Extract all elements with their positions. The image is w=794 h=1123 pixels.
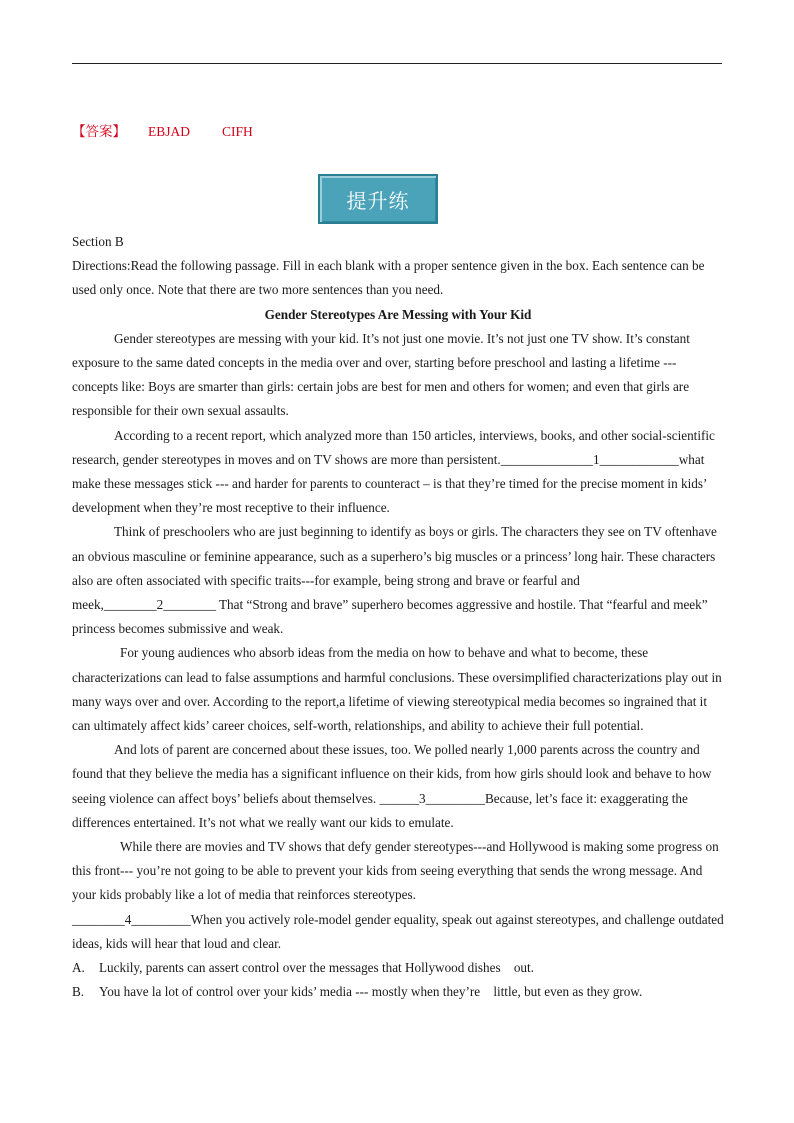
answer-group-2: CIFH bbox=[222, 124, 253, 139]
paragraph-1: Gender stereotypes are messing with your kid. It’s not just one movie. It’s not just one TV show. It’s constant exposure to the same dated concepts in the media over and over, starting before preschool and lasting a lifetime --- concepts like: Boys are smarter than girls: certain jobs are best for men and others for women; and even that girls are responsible for their own sexual assaults. bbox=[72, 330, 690, 419]
option-a-letter: A. bbox=[72, 960, 85, 976]
practice-banner: 提升练 bbox=[318, 174, 438, 224]
answer-tag: 【答案】 bbox=[72, 124, 126, 139]
paragraph-4: For young audiences who absorb ideas from the media on how to behave and what to become, these characterizations can lead to false assumptions and harmful conclusions. These oversimplified characterizations play out in many ways over and over. According to the report,a lifetime of viewing stereotypical media becomes so ingrained that it can ultimately affect kids’ career choices, self-worth, relationships, and ability to achieve their full potential. bbox=[72, 645, 722, 734]
paragraph-3: Think of preschoolers who are just beginning to identify as boys or girls. The characters they see on TV oftenhave an obvious masculine or feminine appearance, such as a superhero’s big muscles or a princess’ long hair. These characters also are often associated with specific traits---for example, being strong and brave or fearful and meek,________2________ That “Strong and brave” superhero becomes aggressive and hostile. That “fearful and meek” princess becomes submissive and weak. bbox=[72, 524, 717, 637]
option-b bbox=[72, 980, 724, 1004]
directions: Directions:Read the following passage. Fill in each blank with a proper sentence given in the box. Each sentence can be used only once. Note that there are two more sentences than you need. bbox=[72, 258, 705, 298]
header-rule bbox=[72, 63, 722, 64]
option-b-text: You have la lot of control over your kids’ media --- mostly when they’re little, but even as they grow. bbox=[99, 984, 643, 1000]
option-a-text: Luckily, parents can assert control over the messages that Hollywood dishes out. bbox=[99, 960, 534, 976]
passage-content bbox=[72, 230, 724, 1005]
passage-title: Gender Stereotypes Are Messing with Your Kid bbox=[264, 306, 532, 322]
option-b-letter: B. bbox=[72, 984, 85, 1000]
answer-group-1: EBJAD bbox=[148, 124, 191, 139]
paragraph-5: And lots of parent are concerned about these issues, too. We polled nearly 1,000 parents across the country and found that they believe the media has a significant influence on their kids, from how girls should look and behave to how seeing violence can affect boys’ beliefs about themselves. ______3_________Because, let’s face it: exaggerating the differences entertained. It’s not what we really want our kids to emulate. bbox=[72, 742, 712, 830]
paragraph-7: ________4_________When you actively role-model gender equality, speak out against stereotypes, and challenge outdated ideas, kids will hear that loud and clear. bbox=[72, 911, 724, 951]
section-heading: Section B bbox=[72, 234, 124, 249]
answer-line bbox=[72, 120, 253, 140]
option-a bbox=[72, 956, 724, 980]
paragraph-6: While there are movies and TV shows that defy gender stereotypes---and Hollywood is making some progress on this front--- you’re not going to be able to prevent your kids from seeing everything that sends the wrong message. And your kids probably like a lot of media that reinforces stereotypes. bbox=[72, 839, 719, 903]
paragraph-2: According to a recent report, which analyzed more than 150 articles, interviews, books, and other social-scientific research, gender stereotypes in moves and on TV shows are more than persistent.______________1____________what make these messages stick --- and harder for parents to counteract – is that they’re timed for the precise moment in kids’ development when they’re most receptive to their influence. bbox=[72, 427, 715, 516]
